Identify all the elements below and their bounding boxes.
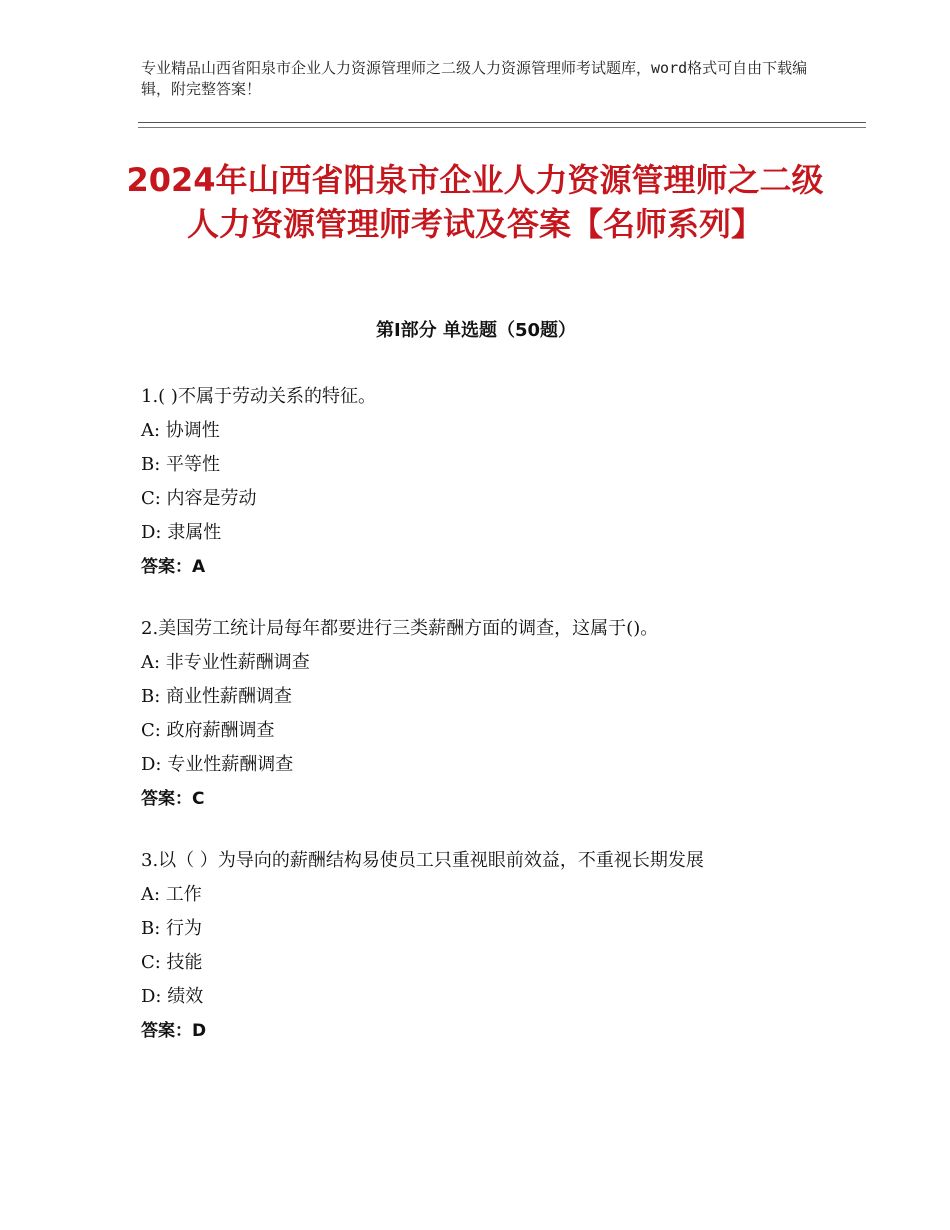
header-divider xyxy=(138,122,866,123)
document-title: 2024年山西省阳泉市企业人力资源管理师之二级人力资源管理师考试及答案【名师系列】 xyxy=(126,161,824,243)
option-c: C: 内容是劳动 xyxy=(141,488,257,509)
header-note: 专业精品山西省阳泉市企业人力资源管理师之二级人力资源管理师考试题库，word格式可自由下载编辑，附完整答案！ xyxy=(141,59,808,98)
option-d: D: 专业性薪酬调查 xyxy=(141,754,294,775)
option-d: D: 绩效 xyxy=(141,986,204,1007)
option-c: C: 技能 xyxy=(141,952,203,973)
question-stem: 2.美国劳工统计局每年都要进行三类薪酬方面的调查，这属于()。 xyxy=(141,618,659,639)
question-3 xyxy=(141,844,821,1048)
option-a: A: 协调性 xyxy=(141,420,220,441)
section-title: 第Ⅰ部分 单选题（50题） xyxy=(375,320,576,341)
option-d: D: 隶属性 xyxy=(141,522,222,543)
question-stem: 3.以（ ）为导向的薪酬结构易使员工只重视眼前效益，不重视长期发展 xyxy=(141,850,704,871)
question-1 xyxy=(141,380,821,584)
question-list xyxy=(141,380,821,1076)
option-b: B: 平等性 xyxy=(141,454,221,475)
question-2 xyxy=(141,612,821,816)
answer-label: 答案：D xyxy=(141,1021,207,1041)
option-b: B: 商业性薪酬调查 xyxy=(141,686,293,707)
answer-label: 答案：C xyxy=(141,789,205,809)
option-a: A: 工作 xyxy=(141,884,202,905)
answer-label: 答案：A xyxy=(141,557,206,577)
option-a: A: 非专业性薪酬调查 xyxy=(141,652,310,673)
question-stem: 1.( )不属于劳动关系的特征。 xyxy=(141,386,376,407)
option-b: B: 行为 xyxy=(141,918,203,939)
option-c: C: 政府薪酬调查 xyxy=(141,720,275,741)
header-divider-thin xyxy=(138,127,866,128)
